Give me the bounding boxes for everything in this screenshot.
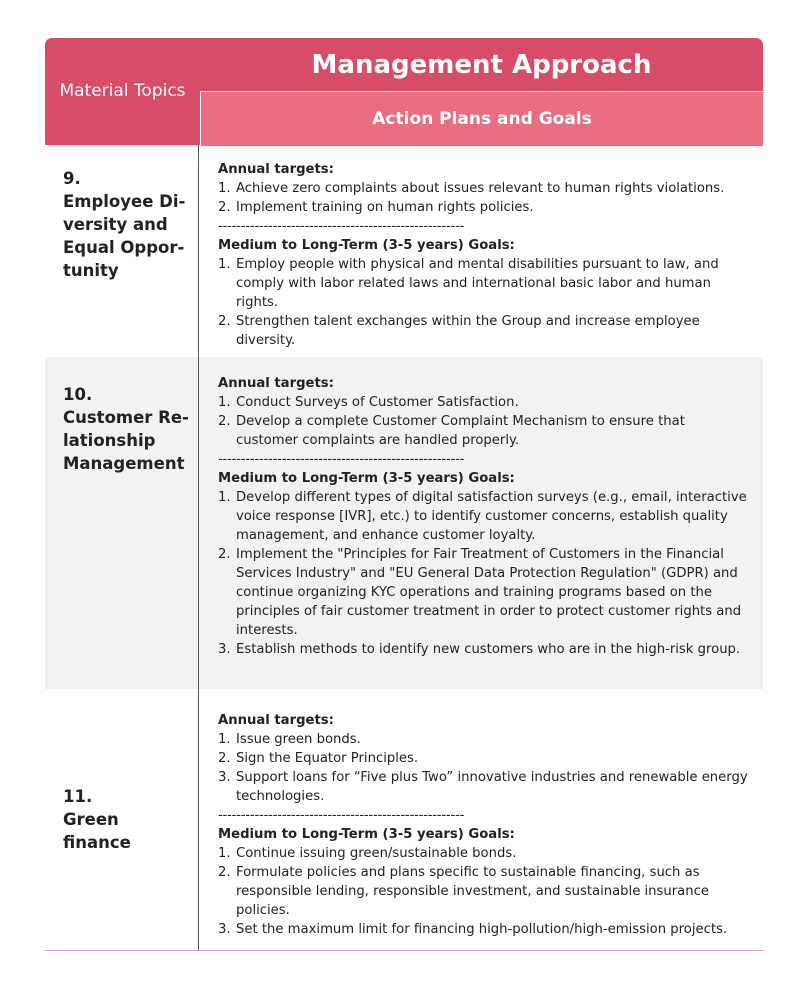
plans-cell (199, 689, 763, 950)
list-item: 2. Implement the "Principles for Fair Treatment of Customers in the Financial Services Industry" and "EU General Data Protection Regulation" (GDPR) and continue organizing KYC operations and training programs based on the principles of fair customer treatment in order to protect customer rights and interests. (218, 547, 742, 638)
divider-dashes: ------------------------------------------------------ (218, 452, 465, 467)
list-item: 3. Set the maximum limit for financing high-pollution/high-emission projects. (218, 922, 728, 937)
medium-term-goals-list (218, 255, 749, 350)
table-row (45, 689, 763, 950)
topic-line: Employee Di- (63, 192, 186, 211)
list-item: 1. Issue green bonds. (218, 732, 361, 747)
plans-cell (199, 357, 763, 689)
list-item: 1. Conduct Surveys of Customer Satisfaction. (218, 395, 519, 410)
annual-targets-list (218, 730, 749, 806)
topic-number: 11. (63, 787, 93, 806)
annual-targets-title: Annual targets: (218, 162, 334, 177)
table-header (45, 38, 763, 145)
topic-line: Green finance (63, 810, 131, 852)
annual-targets-title: Annual targets: (218, 376, 334, 391)
medium-term-goals-title: Medium to Long-Term (3-5 years) Goals: (218, 471, 515, 486)
medium-term-goals-title: Medium to Long-Term (3-5 years) Goals: (218, 238, 515, 253)
divider-dashes: ------------------------------------------------------ (218, 219, 465, 234)
list-item: 1. Develop different types of digital satisfaction surveys (e.g., email, interactive voice response [IVR], etc.) to identify customer concerns, establish quality management, and enhance customer loyalty. (218, 490, 747, 543)
topic-line: Customer Re- (63, 408, 189, 427)
table-bottom-border (45, 950, 763, 951)
list-item: 2. Strengthen talent exchanges within the Group and increase employee diversity. (218, 314, 700, 348)
material-topics-header: Material Topics (59, 81, 186, 101)
topic-line: Management (63, 454, 185, 473)
list-item: 1. Continue issuing green/sustainable bonds. (218, 846, 517, 861)
topic-cell (45, 689, 199, 950)
topic-number: 9. (63, 169, 81, 188)
divider-dashes: ------------------------------------------------------ (218, 808, 465, 823)
list-item: 2. Sign the Equator Principles. (218, 751, 419, 766)
list-item: 3. Establish methods to identify new customers who are in the high-risk group. (218, 642, 741, 657)
topic-line: lationship (63, 431, 156, 450)
medium-term-goals-list (218, 844, 749, 939)
topic-cell (45, 145, 199, 357)
medium-term-goals-title: Medium to Long-Term (3-5 years) Goals: (218, 827, 515, 842)
list-item: 2. Implement training on human rights policies. (218, 200, 534, 215)
topic-number: 10. (63, 385, 93, 404)
topic-line: versity and (63, 215, 168, 234)
topic-line: Equal Oppor- (63, 238, 185, 257)
topic-line: tunity (63, 261, 119, 280)
plans-cell (199, 145, 763, 357)
management-approach-table (45, 38, 763, 950)
table-row (45, 357, 763, 689)
list-item: 2. Formulate policies and plans specific to sustainable financing, such as responsible lending, responsible investment, and sustainable insurance policies. (218, 865, 709, 918)
annual-targets-title: Annual targets: (218, 713, 334, 728)
list-item: 2. Develop a complete Customer Complaint Mechanism to ensure that customer complaints are handled properly. (218, 414, 685, 448)
annual-targets-list (218, 393, 749, 450)
list-item: 1. Employ people with physical and mental disabilities pursuant to law, and comply with labor related laws and international basic labor and human rights. (218, 257, 719, 310)
table-row (45, 145, 763, 357)
list-item: 1. Achieve zero complaints about issues relevant to human rights violations. (218, 181, 725, 196)
management-approach-title: Management Approach (311, 49, 652, 80)
action-plans-subtitle: Action Plans and Goals (200, 91, 763, 146)
list-item: 3. Support loans for “Five plus Two” innovative industries and renewable energy technologies. (218, 770, 748, 804)
medium-term-goals-list (218, 488, 749, 659)
annual-targets-list (218, 179, 749, 217)
topic-cell (45, 357, 199, 689)
